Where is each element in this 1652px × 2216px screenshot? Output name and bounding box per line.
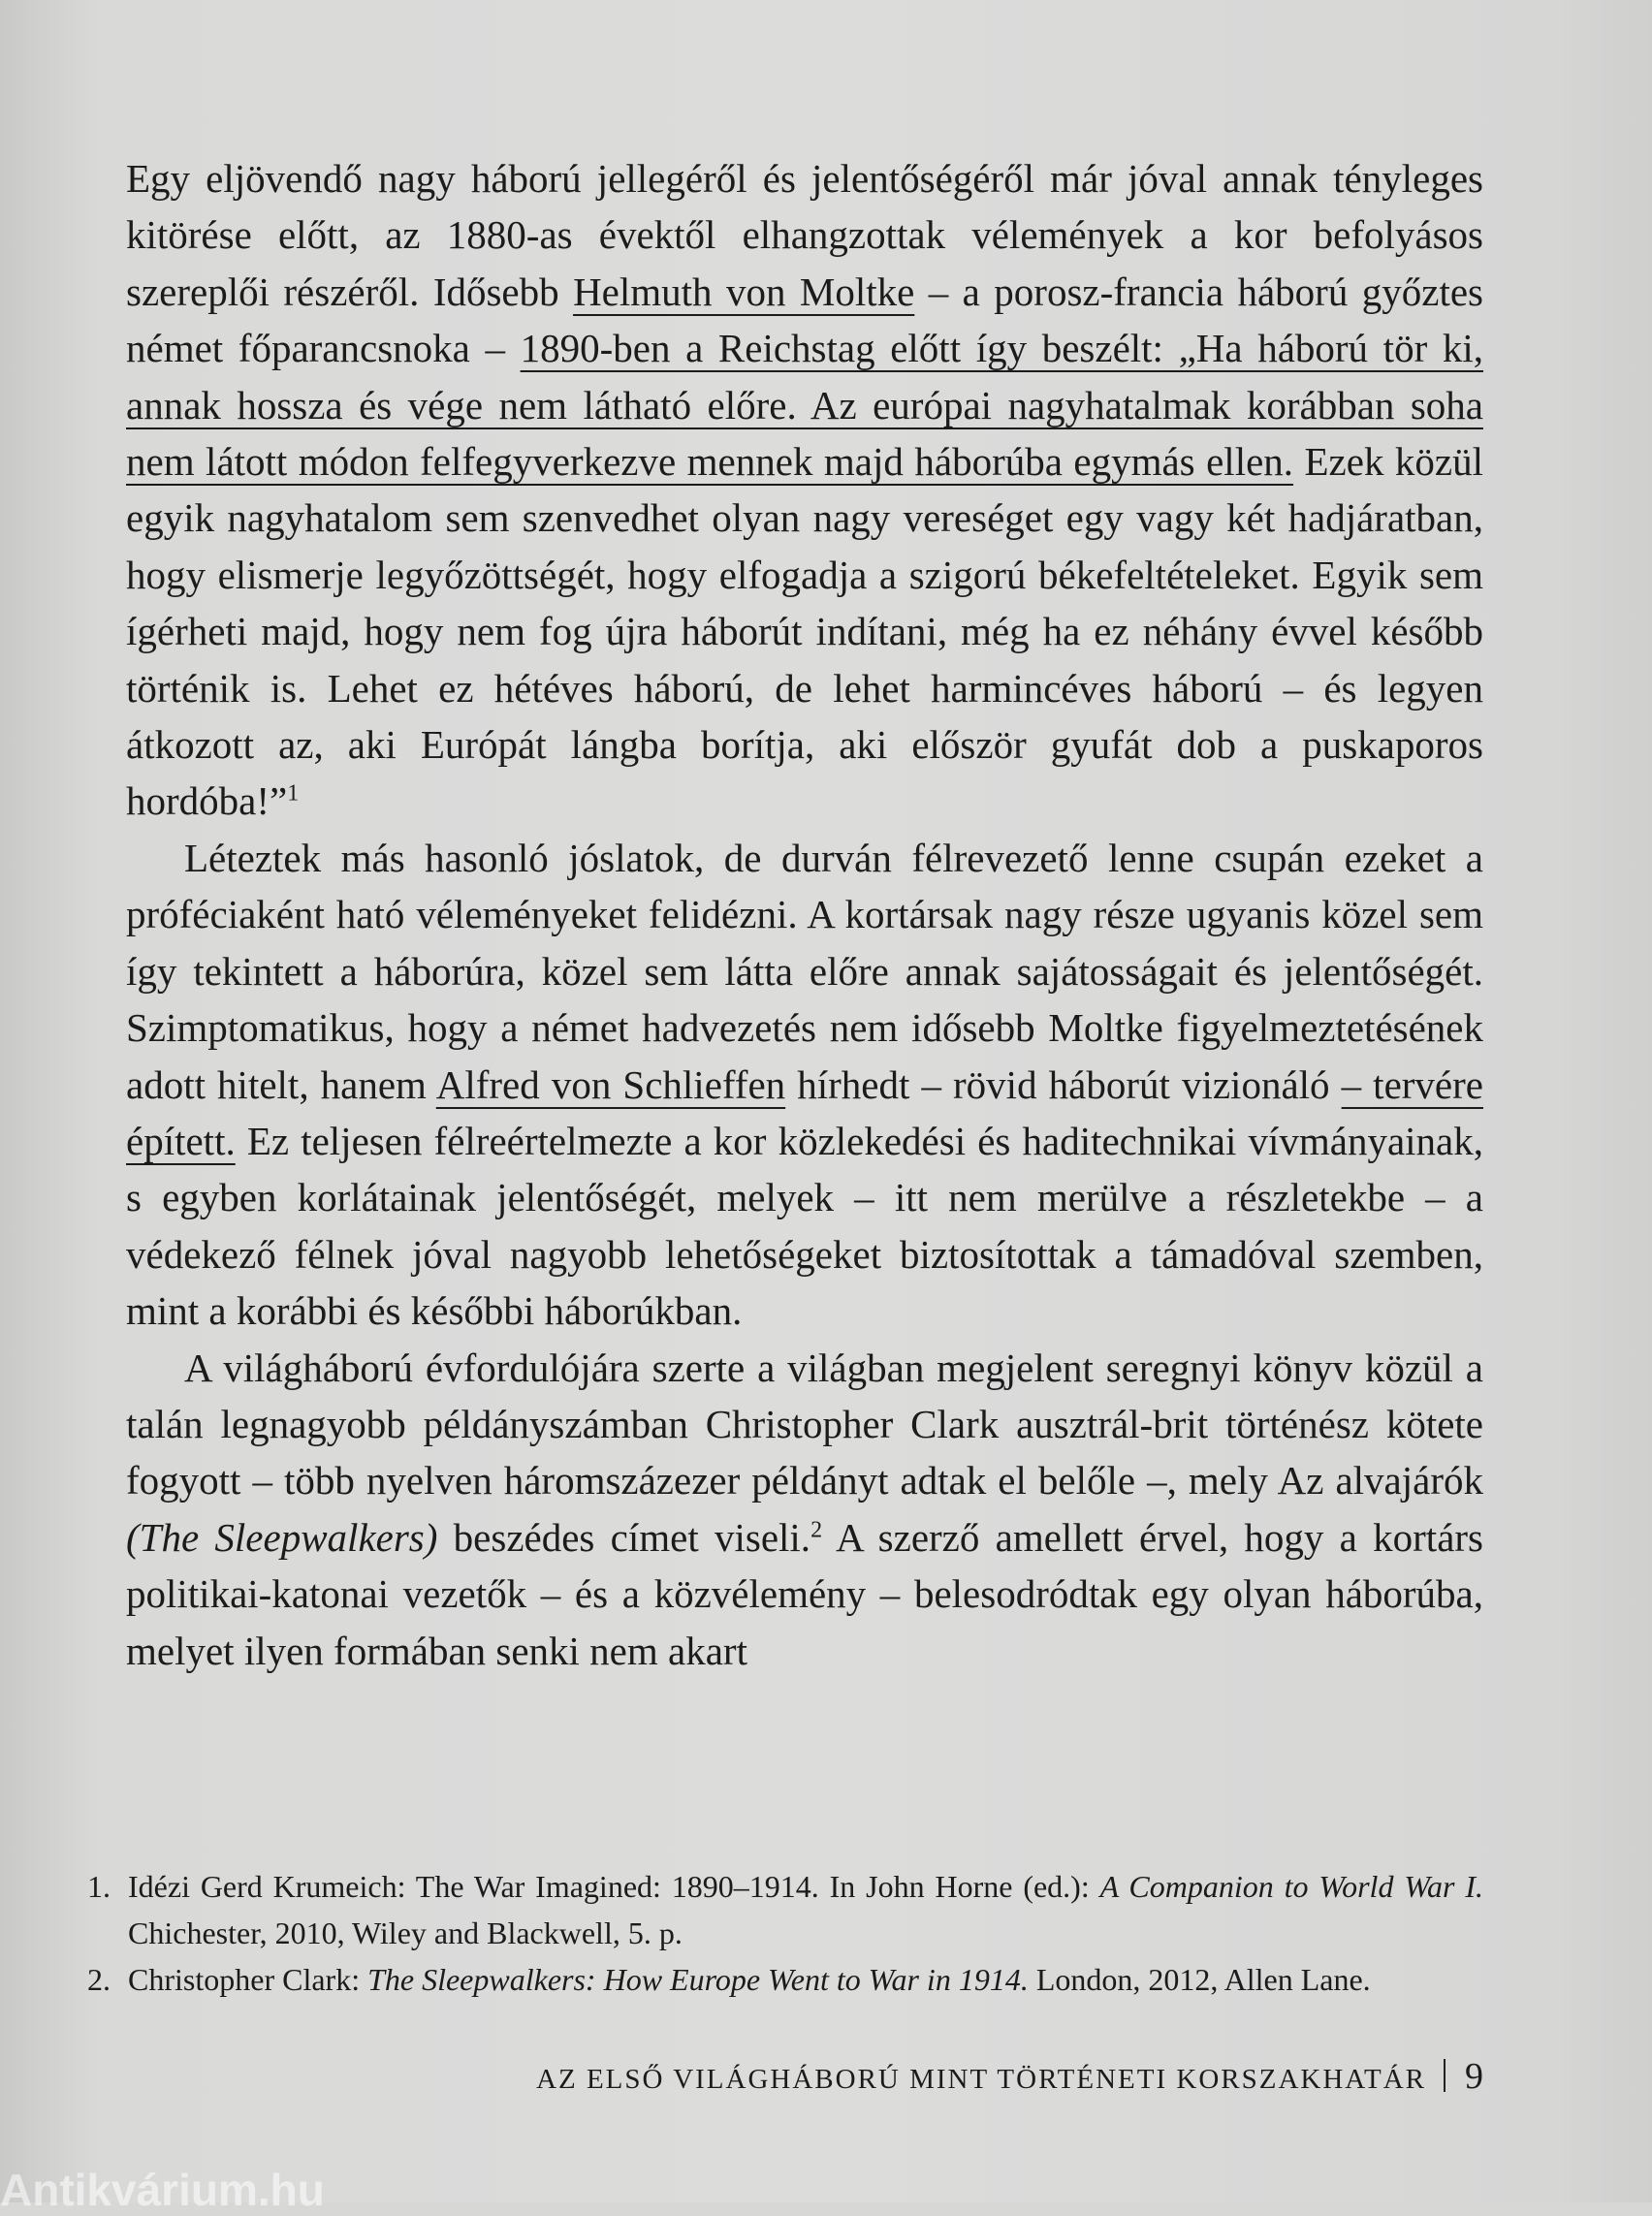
p1-underline-quote: 1890-ben a Reichstag előtt így beszélt: „Ha háború tör ki, annak hossza és vége nem látható előre. Az európai nagyhatalmak korábban soha nem látott módon felfegyverkezve mennek majd háborúba egymás ellen.	[126, 326, 1483, 485]
paragraph-2	[126, 830, 1483, 1340]
footnote-text: Christopher Clark:	[128, 1962, 368, 1997]
p1-text-2: – a porosz-francia háború győztes német főparancsnoka –	[126, 269, 1483, 371]
paragraph-1	[126, 150, 1483, 830]
p3-text-1: A világháború évfordulójára szerte a világban megjelent seregnyi könyv közül a talán legnagyobb példányszámban Christopher Clark ausztrál-brit történész kötete fogyott – több nyelven háromszázezer példányt adtak el belőle –, mely Az alvajárók	[126, 1345, 1483, 1504]
p1-text-3: Ezek közül egyik nagyhatalom sem szenvedhet olyan nagy vereséget egy vagy két hadjáratban, hogy elismerje legyőzöttségét, hogy elfogadja a szigorú békefeltételeket. Egyik sem ígérheti majd, hogy nem fog újra háborút indítani, még ha ez néhány évvel később történik is. Lehet ez hétéves háború, de lehet harmincéves háború – és legyen átkozott az, aki Európát lángba borítja, aki először gyufát dob a puskaporos hordóba!”	[126, 439, 1484, 824]
footnote-body	[128, 1863, 1483, 1956]
footnote-text: Chichester, 2010, Wiley and Blackwell, 5. p.	[128, 1915, 683, 1950]
p3-text-3: A szerző amellett érvel, hogy a kortárs politikai-katonai vezetők – és a közvélemény – belesodródtak egy olyan háborúba, melyet ilyen formában senki nem akart	[126, 1514, 1483, 1673]
footnotes	[87, 1863, 1483, 2003]
footnote-1	[87, 1863, 1483, 1956]
main-text	[126, 150, 1483, 1679]
footnote-number: 1.	[87, 1869, 111, 1904]
p3-text-2: beszédes címet viseli.	[437, 1514, 811, 1560]
footnote-body	[128, 1956, 1483, 2003]
page-number: 9	[1465, 2056, 1483, 2097]
p1-underline-moltke: Helmuth von Moltke	[573, 269, 915, 314]
footnote-ref-2: 2	[810, 1517, 823, 1543]
p2-text-1: Léteztek más hasonló jóslatok, de durván félrevezető lenne csupán ezeket a próféciaként ható véleményeket felidézni. A kortársak nagy része ugyanis közel sem így tekintett a háborúra, közel sem látta előre annak sajátosságait és jelentőségét. Szimptomatikus, hogy a német hadvezetés nem idősebb Moltke figyelmeztetésének adott hitelt, hanem	[126, 835, 1483, 1107]
p3-italic-title: (The Sleepwalkers)	[126, 1514, 438, 1560]
watermark-logo: Antikvárium.hu	[0, 2165, 325, 2215]
footer-separator	[1444, 2059, 1446, 2092]
footnote-text: Idézi Gerd Krumeich: The War Imagined: 1890–1914. In John Horne (ed.):	[128, 1869, 1100, 1904]
page-footer	[485, 2055, 1483, 2098]
p2-text-3: Ez teljesen félreértelmezte a kor közlekedési és haditechnikai vívmányainak, s egyben korlátainak jelentőségét, melyek – itt nem merülve a részletekbe – a védekező félnek jóval nagyobb lehetőségeket biztosítottak a támadóval szemben, mint a korábbi és későbbi háborúkban.	[126, 1118, 1483, 1334]
footnote-2	[87, 1956, 1483, 2003]
p1-text-1: Egy eljövendő nagy háború jellegéről és jelentőségéről már jóval annak tényleges kitörése előtt, az 1880-as évektől elhangzottak vélemények a kor befolyásos szereplői részéről. Idősebb	[126, 156, 1483, 314]
footnote-number: 2.	[87, 1962, 111, 1997]
footnote-italic: The Sleepwalkers: How Europe Went to War in 1914.	[367, 1962, 1029, 1997]
paragraph-3	[126, 1340, 1483, 1679]
running-head: AZ ELSŐ VILÁGHÁBORÚ MINT TÖRTÉNETI KORSZAKHATÁR	[536, 2064, 1426, 2095]
p2-underline-schlieffen: Alfred von Schlieffen	[435, 1061, 786, 1107]
p2-text-2: hírhedt – rövid háborút vizionáló	[785, 1061, 1342, 1107]
footnote-text: London, 2012, Allen Lane.	[1028, 1962, 1371, 1997]
footnote-italic: A Companion to World War I.	[1099, 1869, 1484, 1904]
p2-underline-plan: – tervére épített.	[126, 1061, 1483, 1163]
footnote-ref-1: 1	[287, 780, 300, 807]
